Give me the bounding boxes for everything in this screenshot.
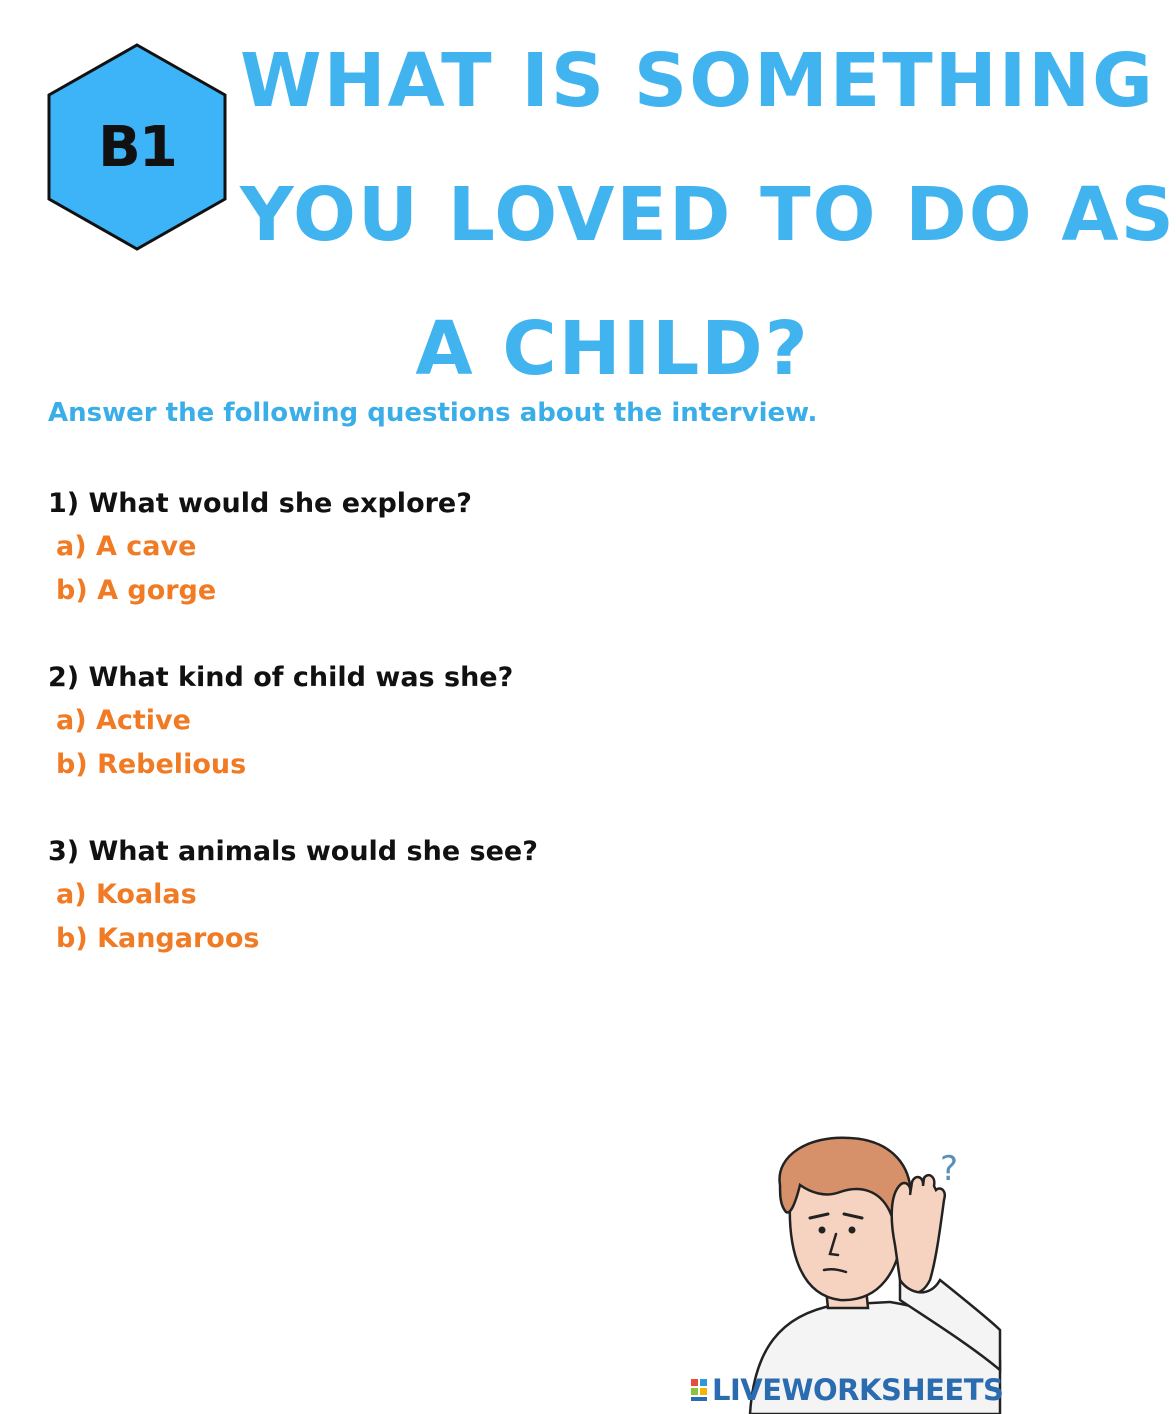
liveworksheets-brand[interactable] [690, 1370, 1003, 1410]
question-mark-icon: ? [940, 1149, 959, 1189]
brand-name: LIVEWORKSHEETS [712, 1373, 1004, 1407]
question-1: 1) What would she explore? [48, 488, 472, 519]
page-title [240, 14, 1176, 416]
question-2-option-a[interactable]: a) Active [56, 705, 191, 736]
liveworksheets-logo-icon [690, 1377, 710, 1403]
question-3-option-a[interactable]: a) Koalas [56, 879, 197, 910]
question-1-option-a[interactable]: a) A cave [56, 531, 197, 562]
instruction-text: Answer the following questions about the interview. [48, 398, 818, 428]
question-1-option-b[interactable]: b) A gorge [56, 575, 217, 606]
title-line: WHAT IS SOMETHING [240, 38, 1155, 124]
question-2: 2) What kind of child was she? [48, 662, 514, 693]
question-3: 3) What animals would she see? [48, 836, 538, 867]
level-label: B1 [98, 114, 176, 180]
level-badge [46, 42, 228, 252]
question-3-option-b[interactable]: b) Kangaroos [56, 923, 260, 954]
title-line: YOU LOVED TO DO AS [240, 172, 1176, 258]
title-line: A CHILD? [415, 306, 810, 392]
question-2-option-b[interactable]: b) Rebelious [56, 749, 247, 780]
